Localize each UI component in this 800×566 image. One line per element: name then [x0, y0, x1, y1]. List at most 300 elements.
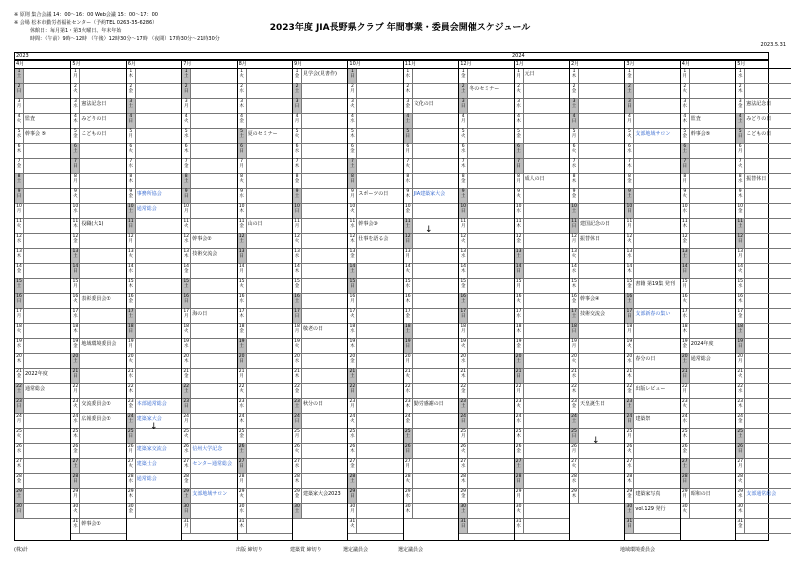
- event-label: 成人の日: [524, 176, 545, 182]
- event-label: 通常総会: [136, 476, 157, 482]
- event-label: 支部地域サロン: [635, 131, 671, 137]
- day-cell: [348, 324, 402, 339]
- day-number: 2 火: [515, 84, 524, 98]
- day-cell: [681, 219, 735, 234]
- day-cell: [736, 459, 790, 474]
- day-cell: [459, 354, 513, 369]
- day-number: 28 土: [348, 474, 357, 488]
- day-number: 23 水: [238, 399, 247, 413]
- day-cell: [293, 324, 347, 339]
- day-number: 7 木: [459, 159, 468, 173]
- day-cell: [127, 99, 181, 114]
- day-number: 13 水: [293, 249, 302, 263]
- day-cell: [404, 114, 458, 129]
- day-cell: [625, 99, 679, 114]
- month-header: 10月: [348, 61, 402, 69]
- day-number: 16 土: [459, 294, 468, 308]
- day-number: 5 日: [736, 129, 745, 143]
- day-cell: [238, 414, 292, 429]
- day-cell: [570, 129, 624, 144]
- day-number: 25 木: [515, 429, 524, 443]
- day-cell: [127, 444, 181, 459]
- day-number: 2 土: [293, 84, 302, 98]
- day-cell: [625, 129, 679, 144]
- day-cell: [293, 489, 347, 504]
- day-cell: [459, 489, 513, 504]
- day-cell: [238, 84, 292, 99]
- day-cell: [182, 159, 236, 174]
- day-cell: [71, 84, 125, 99]
- day-number: 20 土: [515, 354, 524, 368]
- day-number: 25 金: [238, 429, 247, 443]
- day-number: 21 火: [736, 369, 745, 383]
- day-cell: [15, 264, 70, 279]
- footer-note: 選定議員会: [343, 547, 369, 553]
- day-number: 20 金: [348, 354, 357, 368]
- day-cell: [71, 429, 125, 444]
- event-label: みどりの日: [81, 116, 107, 122]
- day-number: 28 木: [459, 474, 468, 488]
- day-number: 4 木: [515, 114, 524, 128]
- day-number: 29 土: [15, 489, 24, 503]
- event-label: 建築家写真: [635, 491, 661, 497]
- event-label: 本部通常総会: [136, 401, 167, 407]
- day-number: 29 水: [736, 489, 745, 503]
- day-cell: [127, 219, 181, 234]
- day-cell: [459, 234, 513, 249]
- day-cell: [404, 204, 458, 219]
- day-number: 5 月: [127, 129, 136, 143]
- day-number: 9 金: [570, 189, 579, 203]
- day-number: 11 木: [71, 219, 80, 233]
- day-number: 21 木: [293, 369, 302, 383]
- year-2024: 2024: [512, 53, 525, 59]
- day-cell: [238, 474, 292, 489]
- day-number: 26 金: [71, 444, 80, 458]
- day-cell: [348, 474, 402, 489]
- day-cell: [238, 69, 292, 84]
- day-cell: [681, 429, 735, 444]
- day-cell: [625, 339, 679, 354]
- day-cell: [127, 69, 181, 84]
- note-line-4: 時間：（午前）9時～12時 （午後）12時30分～17時 （夜間）17時30分～21時30分: [30, 36, 220, 42]
- day-number: 23 火: [515, 399, 524, 413]
- day-number: 7 土: [348, 159, 357, 173]
- day-cell: [459, 279, 513, 294]
- day-number: 12 火: [293, 234, 302, 248]
- day-cell: [293, 234, 347, 249]
- day-cell: [293, 369, 347, 384]
- day-cell: [681, 309, 735, 324]
- day-cell: [681, 489, 735, 504]
- event-label: 憲法記念日: [81, 101, 107, 107]
- day-cell: [15, 174, 70, 189]
- day-cell: [404, 249, 458, 264]
- day-number: 16 水: [238, 294, 247, 308]
- day-cell: [127, 204, 181, 219]
- day-cell: [625, 279, 679, 294]
- day-number: 4 土: [736, 114, 745, 128]
- day-number: 2 月: [348, 84, 357, 98]
- day-cell: [625, 519, 679, 534]
- day-cell: [348, 84, 402, 99]
- day-cell: [127, 279, 181, 294]
- day-number: 12 水: [182, 234, 191, 248]
- day-number: 29 金: [293, 489, 302, 503]
- day-cell: [459, 114, 513, 129]
- day-number: 31 木: [238, 519, 247, 533]
- day-number: 2 火: [681, 84, 690, 98]
- day-cell: [182, 399, 236, 414]
- day-cell: [736, 69, 790, 84]
- day-cell: [404, 189, 458, 204]
- day-cell: [459, 399, 513, 414]
- day-cell: [71, 324, 125, 339]
- event-label: vol.129 発行: [635, 506, 666, 512]
- event-label: 夏のセミナー: [247, 131, 278, 137]
- day-cell: [127, 384, 181, 399]
- day-cell: [15, 234, 70, 249]
- event-label: 信州大学記念: [192, 446, 223, 452]
- day-number: 30 火: [71, 504, 80, 518]
- day-number: 14 金: [182, 264, 191, 278]
- day-cell: [293, 444, 347, 459]
- day-cell: [293, 189, 347, 204]
- event-label: 幹事会 ⑤: [25, 131, 47, 137]
- day-number: 22 金: [293, 384, 302, 398]
- day-number: 9 木: [404, 189, 413, 203]
- day-number: 2 土: [459, 84, 468, 98]
- day-cell: [459, 99, 513, 114]
- day-number: 4 月: [459, 114, 468, 128]
- event-label: 技術交流会: [580, 311, 606, 317]
- day-cell: [515, 174, 569, 189]
- day-number: 17 水: [681, 309, 690, 323]
- day-number: 15 日: [348, 279, 357, 293]
- day-cell: [459, 249, 513, 264]
- day-cell: [625, 504, 679, 519]
- day-cell: [127, 159, 181, 174]
- day-cell: [293, 114, 347, 129]
- day-number: 22 日: [348, 384, 357, 398]
- day-number: 9 土: [459, 189, 468, 203]
- day-number: 27 水: [459, 459, 468, 473]
- day-number: 12 水: [15, 234, 24, 248]
- day-number: 8 月: [515, 174, 524, 188]
- day-number: 18 木: [71, 324, 80, 338]
- day-number: 3 月: [182, 99, 191, 113]
- day-cell: [570, 264, 624, 279]
- day-number: 19 火: [459, 339, 468, 353]
- day-number: 27 月: [404, 459, 413, 473]
- day-cell: [459, 189, 513, 204]
- day-cell: [404, 174, 458, 189]
- day-cell: [293, 129, 347, 144]
- day-cell: [182, 99, 236, 114]
- day-number: 13 木: [182, 249, 191, 263]
- day-number: 13 木: [15, 249, 24, 263]
- day-cell: [570, 324, 624, 339]
- day-number: 14 火: [736, 264, 745, 278]
- day-number: 14 土: [348, 264, 357, 278]
- day-number: 5 土: [238, 129, 247, 143]
- day-cell: [15, 99, 70, 114]
- day-cell: [15, 294, 70, 309]
- day-number: 28 木: [293, 474, 302, 488]
- day-number: 15 金: [293, 279, 302, 293]
- month-header: 6月: [127, 61, 181, 69]
- day-number: 20 月: [736, 354, 745, 368]
- day-cell: [404, 489, 458, 504]
- day-cell: [515, 219, 569, 234]
- day-cell: [736, 309, 790, 324]
- day-cell: [404, 444, 458, 459]
- day-cell: [348, 459, 402, 474]
- day-cell: [570, 249, 624, 264]
- day-cell: [71, 264, 125, 279]
- day-cell: [15, 129, 70, 144]
- year-bar: [14, 52, 769, 60]
- event-label: 海の日: [192, 311, 208, 317]
- day-cell: [238, 204, 292, 219]
- day-number: 25 月: [459, 429, 468, 443]
- day-number: 15 土: [182, 279, 191, 293]
- day-cell: [348, 99, 402, 114]
- day-cell: [515, 519, 569, 534]
- event-label: 幹事会①: [81, 521, 101, 527]
- day-cell: [238, 519, 292, 534]
- day-number: 11 金: [238, 219, 247, 233]
- day-cell: [293, 69, 347, 84]
- day-cell: [71, 69, 125, 84]
- event-label: 建築祭: [635, 416, 651, 422]
- event-label: 幹事会③: [358, 221, 378, 227]
- day-cell: [348, 444, 402, 459]
- day-cell: [15, 489, 70, 504]
- day-cell: [459, 294, 513, 309]
- day-number: 27 土: [681, 459, 690, 473]
- day-cell: [348, 309, 402, 324]
- day-number: 1 木: [570, 69, 579, 83]
- day-number: 12 木: [348, 234, 357, 248]
- day-cell: [736, 204, 790, 219]
- day-cell: [348, 354, 402, 369]
- day-number: 26 水: [15, 444, 24, 458]
- event-label: こどもの日: [746, 131, 772, 137]
- day-cell: [404, 69, 458, 84]
- day-cell: [182, 279, 236, 294]
- day-number: 18 火: [182, 324, 191, 338]
- day-number: 6 日: [238, 144, 247, 158]
- day-number: 7 日: [71, 159, 80, 173]
- day-number: 27 水: [293, 459, 302, 473]
- day-cell: [15, 459, 70, 474]
- day-cell: [459, 384, 513, 399]
- day-cell: [182, 144, 236, 159]
- day-number: 5 火: [293, 129, 302, 143]
- day-cell: [293, 159, 347, 174]
- event-label: 事務所協会: [136, 191, 162, 197]
- day-cell: [182, 489, 236, 504]
- day-cell: [515, 429, 569, 444]
- day-cell: [625, 174, 679, 189]
- day-number: 8 月: [71, 174, 80, 188]
- day-number: 25 月: [625, 429, 634, 443]
- day-cell: [15, 474, 70, 489]
- day-number: 17 水: [515, 309, 524, 323]
- day-number: 10 日: [459, 204, 468, 218]
- day-cell: [15, 204, 70, 219]
- day-cell: [404, 129, 458, 144]
- day-number: 2 火: [71, 84, 80, 98]
- day-cell: [459, 369, 513, 384]
- event-label: スポーツの日: [358, 191, 389, 197]
- day-number: 30 火: [515, 504, 524, 518]
- day-cell: [348, 189, 402, 204]
- day-number: 3 日: [293, 99, 302, 113]
- day-number: 31 日: [625, 519, 634, 533]
- day-cell: [238, 294, 292, 309]
- event-label: 地域環境委員会: [81, 341, 117, 347]
- day-number: 22 木: [570, 384, 579, 398]
- day-cell: [238, 444, 292, 459]
- day-number: 6 土: [681, 144, 690, 158]
- day-cell: [736, 354, 790, 369]
- day-number: 8 土: [15, 174, 24, 188]
- day-number: 9 月: [348, 189, 357, 203]
- day-cell: [71, 144, 125, 159]
- day-number: 25 火: [15, 429, 24, 443]
- event-label: 技術交流会: [192, 251, 218, 257]
- day-number: 31 水: [515, 519, 524, 533]
- event-label: 山の日: [247, 221, 263, 227]
- day-cell: [238, 234, 292, 249]
- day-cell: [459, 339, 513, 354]
- day-cell: [515, 204, 569, 219]
- day-cell: [71, 399, 125, 414]
- day-number: 11 日: [570, 219, 579, 233]
- day-cell: [71, 309, 125, 324]
- day-number: 20 水: [459, 354, 468, 368]
- day-number: 12 土: [238, 234, 247, 248]
- day-number: 16 金: [570, 294, 579, 308]
- day-cell: [625, 474, 679, 489]
- day-number: 26 火: [459, 444, 468, 458]
- day-cell: [127, 354, 181, 369]
- day-cell: [515, 399, 569, 414]
- day-number: 2 日: [182, 84, 191, 98]
- day-number: 8 木: [570, 174, 579, 188]
- day-number: 20 月: [404, 354, 413, 368]
- day-cell: [459, 459, 513, 474]
- day-number: 7 日: [515, 159, 524, 173]
- day-number: 17 日: [293, 309, 302, 323]
- day-cell: [71, 279, 125, 294]
- day-number: 23 木: [736, 399, 745, 413]
- day-cell: [404, 354, 458, 369]
- day-cell: [515, 159, 569, 174]
- day-cell: [515, 489, 569, 504]
- day-cell: [515, 249, 569, 264]
- day-cell: [293, 384, 347, 399]
- day-number: 18 土: [404, 324, 413, 338]
- day-number: 16 火: [515, 294, 524, 308]
- day-cell: [293, 294, 347, 309]
- day-number: 20 火: [570, 354, 579, 368]
- event-label: 出版レビュー: [635, 386, 666, 392]
- day-cell: [736, 429, 790, 444]
- day-number: 17 火: [348, 309, 357, 323]
- day-number: 10 金: [404, 204, 413, 218]
- day-number: 8 木: [127, 174, 136, 188]
- day-cell: [736, 504, 790, 519]
- day-cell: [681, 234, 735, 249]
- day-cell: [127, 339, 181, 354]
- day-number: 22 土: [15, 384, 24, 398]
- day-cell: [404, 399, 458, 414]
- day-number: 1 月: [515, 69, 524, 83]
- day-cell: [681, 204, 735, 219]
- day-cell: [515, 354, 569, 369]
- month-header: 8月: [238, 61, 292, 69]
- day-cell: [71, 459, 125, 474]
- day-number: 14 日: [71, 264, 80, 278]
- day-number: 30 火: [681, 504, 690, 518]
- day-cell: [570, 189, 624, 204]
- day-number: 1 月: [71, 69, 80, 83]
- day-cell: [238, 459, 292, 474]
- day-cell: [736, 84, 790, 99]
- day-number: 10 土: [127, 204, 136, 218]
- day-cell: [348, 294, 402, 309]
- day-number: 16 金: [127, 294, 136, 308]
- day-cell: [293, 219, 347, 234]
- day-number: 13 月: [404, 249, 413, 263]
- day-number: 28 水: [570, 474, 579, 488]
- day-cell: [238, 354, 292, 369]
- day-cell: [348, 234, 402, 249]
- day-number: 28 日: [71, 474, 80, 488]
- day-number: 16 日: [182, 294, 191, 308]
- day-number: 26 金: [515, 444, 524, 458]
- day-cell: [182, 324, 236, 339]
- day-cell: [570, 399, 624, 414]
- day-cell: [625, 429, 679, 444]
- event-label: 昭和の日: [690, 491, 711, 497]
- day-cell: [293, 339, 347, 354]
- day-number: 6 月: [404, 144, 413, 158]
- day-cell: [515, 114, 569, 129]
- day-number: 6 木: [182, 144, 191, 158]
- day-number: 5 火: [459, 129, 468, 143]
- day-cell: [182, 519, 236, 534]
- day-cell: [71, 474, 125, 489]
- day-number: 13 土: [681, 249, 690, 263]
- day-number: 21 日: [681, 369, 690, 383]
- day-cell: [736, 369, 790, 384]
- note-line-1: ※ 原則 集合会議 14：00～16：00 Web会議 15：00～17：00: [14, 12, 158, 18]
- day-number: 8 金: [459, 174, 468, 188]
- day-number: 6 火: [127, 144, 136, 158]
- day-cell: [515, 144, 569, 159]
- event-label: 秋分の日: [303, 401, 324, 407]
- day-number: 1 火: [238, 69, 247, 83]
- day-cell: [238, 384, 292, 399]
- day-number: 22 土: [182, 384, 191, 398]
- day-cell: [625, 294, 679, 309]
- day-cell: [348, 369, 402, 384]
- day-number: 26 水: [182, 444, 191, 458]
